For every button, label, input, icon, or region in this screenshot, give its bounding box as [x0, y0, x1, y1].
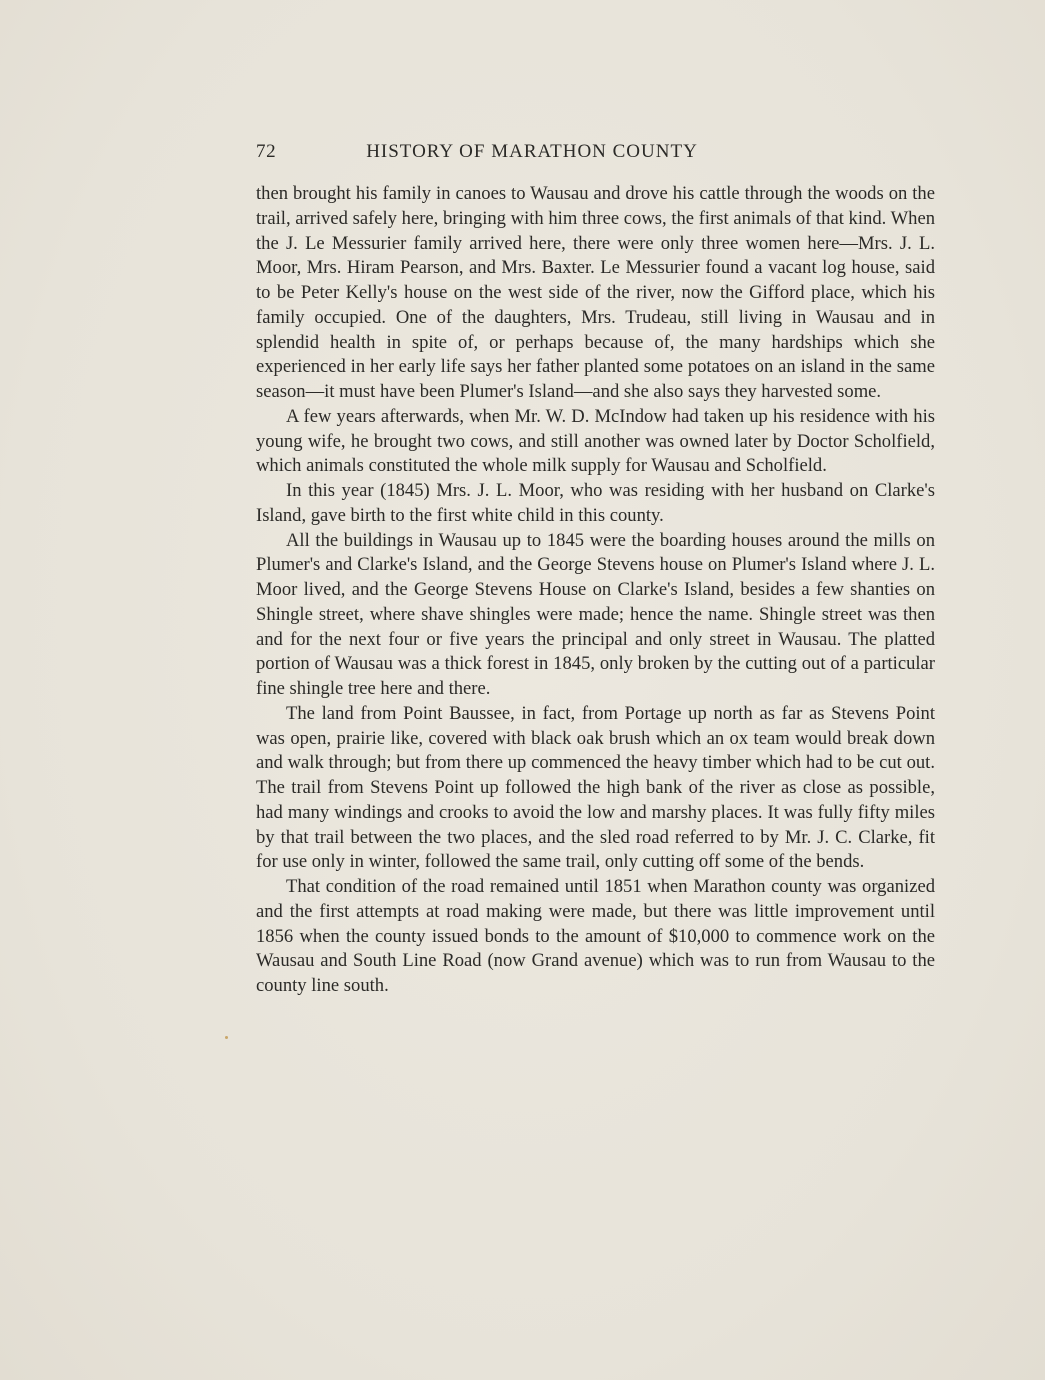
paragraph-2-text: A few years afterwards, when Mr. W. D. McIndow had taken up his residence with his young wife, he brought two cows, and still another was owned later by Doctor Scholfield, which animals constituted the whole milk supply for Wausau and Scholfield.: [256, 405, 935, 477]
page-number: 72: [256, 141, 277, 162]
paragraph-4: [256, 529, 935, 702]
paragraph-2: [256, 405, 935, 479]
paragraph-5: [256, 702, 935, 875]
paragraph-5-text: The land from Point Baussee, in fact, from Portage up north as far as Stevens Point was open, prairie like, covered with black oak brush which an ox team would break down and walk through; but from there up commenced the heavy timber which had to be cut out. The trail from Stevens Point up followed the high bank of the river as close as possible, had many windings and crooks to avoid the low and marshy places. It was fully fifty miles by that trail between the two places, and the sled road referred to by Mr. J. C. Clarke, fit for use only in winter, followed the same trail, only cutting off some of the bends.: [256, 702, 935, 873]
body-text: [256, 182, 935, 999]
paragraph-6: [256, 875, 935, 999]
paragraph-3-text: In this year (1845) Mrs. J. L. Moor, who was residing with her husband on Clarke's Island, gave birth to the first white child in this county.: [256, 480, 935, 526]
running-title: HISTORY OF MARATHON COUNTY: [366, 141, 698, 162]
page-header: [256, 141, 778, 167]
paragraph-1-text: then brought his family in canoes to Wausau and drove his cattle through the woods on the trail, arrived safely here, bringing with him three cows, the first animals of that kind. When the J. Le Messurier family arrived here, there were only three women here—Mrs. J. L. Moor, Mrs. Hiram Pearson, and Mrs. Baxter. Le Messurier found a vacant log house, said to be Peter Kelly's house on the west side of the river, now the Gifford place, which his family occupied. One of the daughters, Mrs. Trudeau, still living in Wausau and in splendid health in spite of, or perhaps because of, the many hardships which she experienced in her early life says her father planted some potatoes on an island in the same season—it must have been Plumer's Island—and she also says they harvested some.: [256, 183, 935, 402]
paragraph-6-text: That condition of the road remained until 1851 when Marathon county was organized and the first attempts at road making were made, but there was little improvement until 1856 when the county issued bonds to the amount of $10,000 to commence work on the Wausau and South Line Road (now Grand avenue) which was to run from Wausau to the county line south.: [256, 876, 935, 996]
paragraph-1: [256, 182, 935, 405]
paper-speck: [225, 1036, 228, 1039]
paragraph-3: [256, 479, 935, 529]
paragraph-4-text: All the buildings in Wausau up to 1845 were the boarding houses around the mills on Plumer's and Clarke's Island, and the George Stevens house on Plumer's Island where J. L. Moor lived, and the George Stevens House on Clarke's Island, besides a few shanties on Shingle street, where shave shingles were made; hence the name. Shingle street was then and for the next four or five years the principal and only street in Wausau. The platted portion of Wausau was a thick forest in 1845, only broken by the cutting out of a particular fine shingle tree here and there.: [256, 529, 935, 699]
